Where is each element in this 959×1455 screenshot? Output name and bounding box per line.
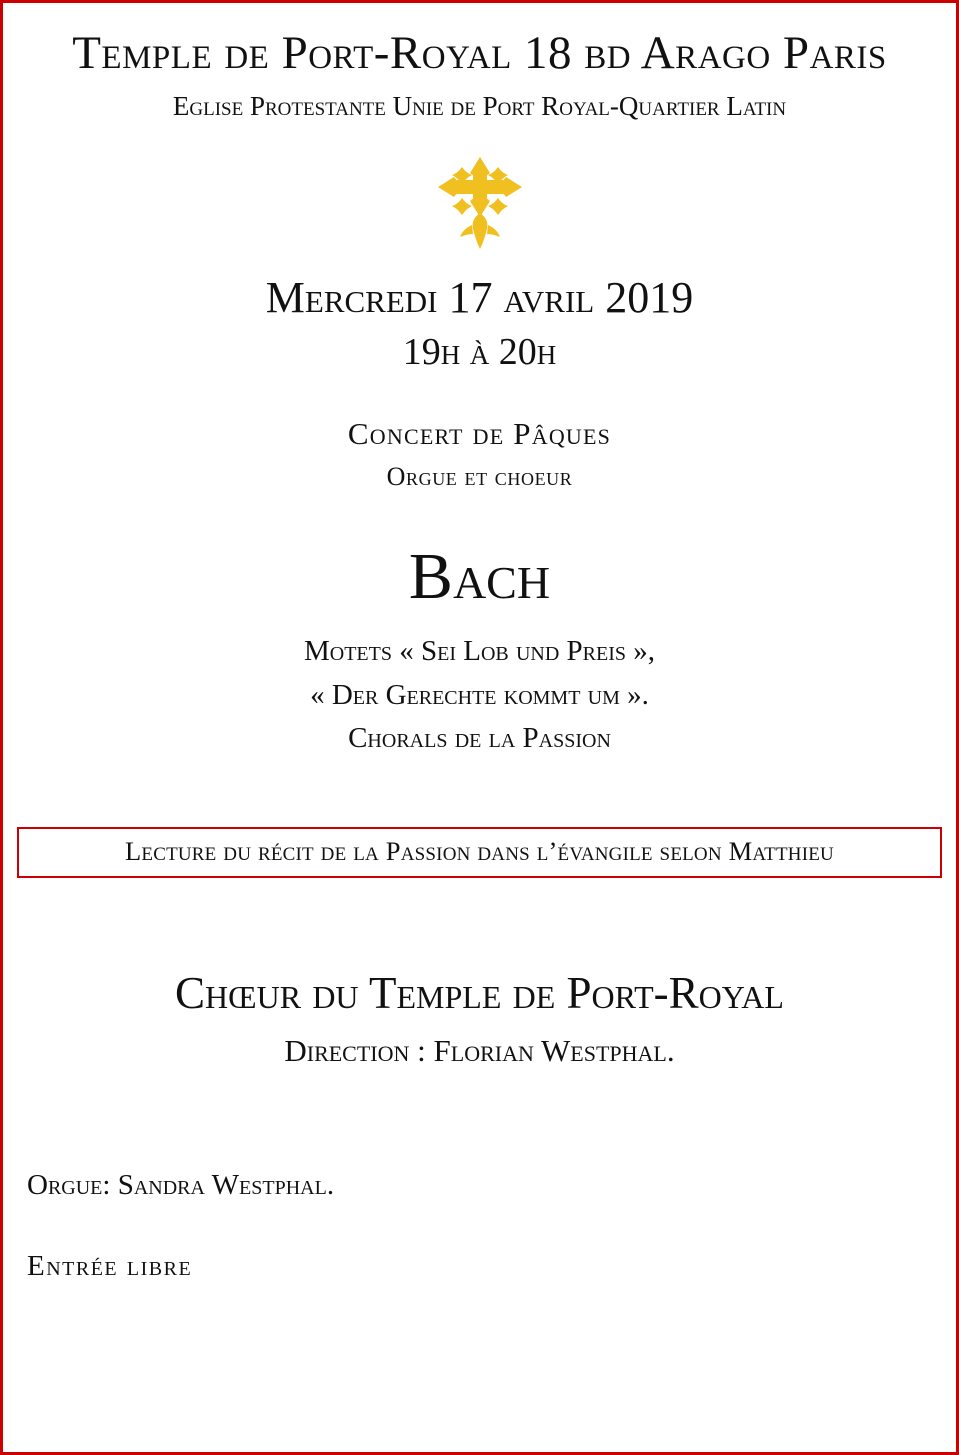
page-title: Temple de Port-Royal 18 bd Arago Paris [72, 27, 887, 79]
entry-info: Entrée libre [27, 1249, 193, 1282]
event-subtitle: Orgue et choeur [386, 462, 573, 492]
event-title: Concert de Pâques [347, 416, 612, 452]
work-item: Motets « Sei Lob und Preis », [303, 635, 656, 668]
event-date: Mercredi 17 avril 2019 [265, 273, 694, 323]
reading-highlight-box: Lecture du récit de la Passion dans l’évangile selon Matthieu [17, 827, 942, 878]
organist: Orgue: Sandra Westphal. [27, 1168, 335, 1201]
work-item: Chorals de la Passion [348, 722, 611, 755]
huguenot-cross-icon [432, 151, 528, 255]
works-list [17, 630, 942, 761]
work-item: « Der Gerechte kommt um ». [310, 678, 649, 711]
emblem-container [17, 150, 942, 256]
composer-name: Bach [408, 540, 551, 614]
choir-director: Direction : Florian Westphal. [284, 1032, 675, 1068]
choir-name: Chœur du Temple de Port-Royal [175, 967, 784, 1018]
page-subtitle: Eglise Protestante Unie de Port Royal-Quartier Latin [172, 91, 787, 122]
event-time: 19h à 20h [402, 331, 557, 374]
